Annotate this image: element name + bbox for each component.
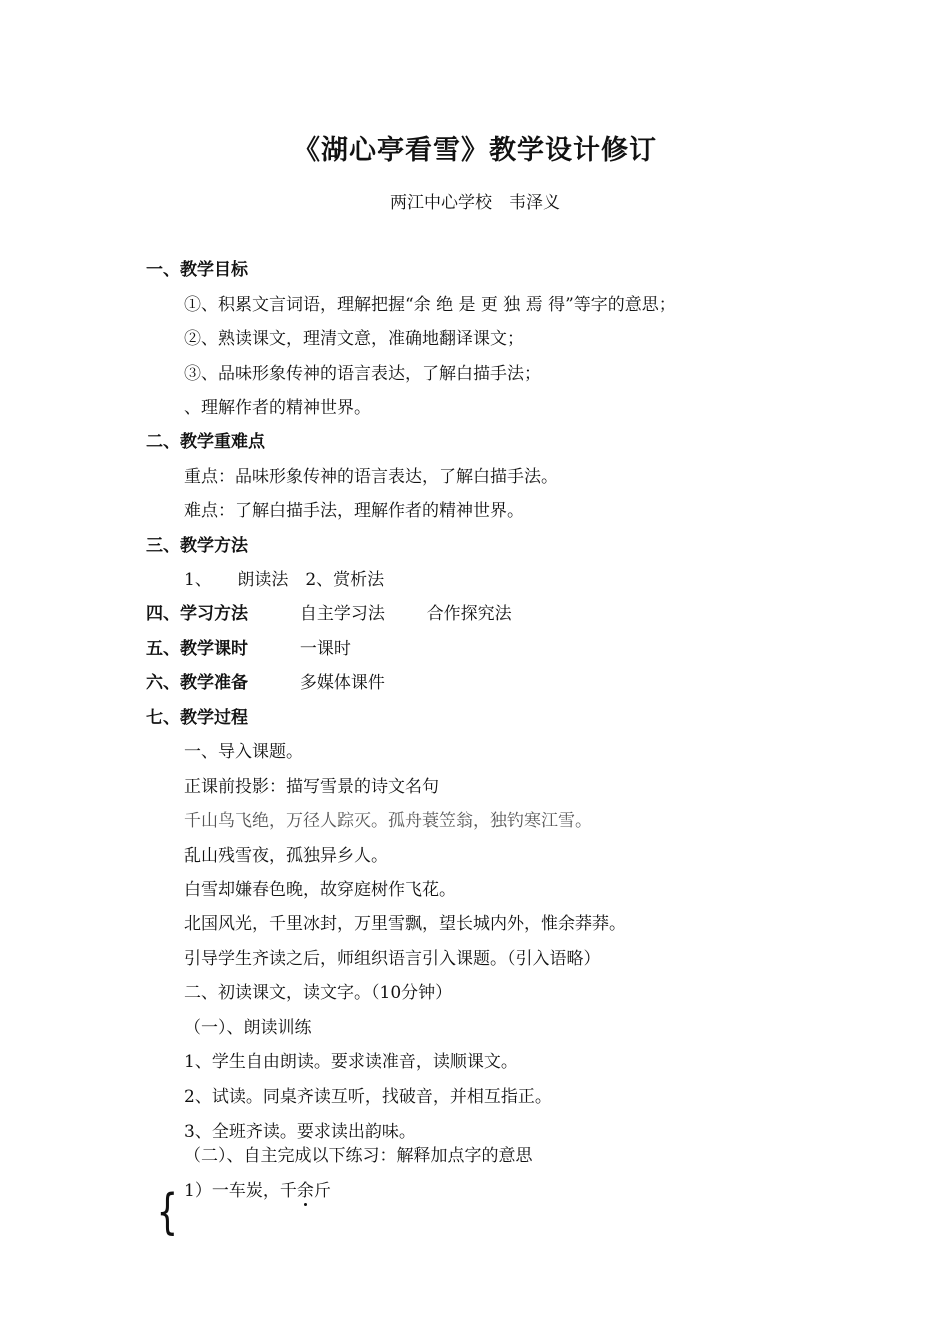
process-item-guide: 引导学生齐读之后，师组织语言引入课题。（引入语略） xyxy=(184,949,601,969)
method-item: 1、 朗读法 2、赏析法 xyxy=(184,570,385,590)
reading-item-1: 1、学生自由朗读。要求读准音，读顺课文。 xyxy=(184,1052,518,1072)
learning-method-b: 合作探究法 xyxy=(426,604,512,624)
preparation-value: 多媒体课件 xyxy=(299,673,385,693)
objective-item-2: ②、熟读课文，理清文意，准确地翻译课文； xyxy=(184,329,524,349)
section-heading-learning-methods xyxy=(146,603,512,625)
exercise-item-1 xyxy=(184,1180,331,1202)
exercise-item-1-suffix: 斤 xyxy=(313,1181,331,1201)
poem-line-2: 乱山残雪夜，孤独异乡人。 xyxy=(184,846,388,866)
objective-item-1: ①、积累文言词语，理解把握“余 绝 是 更 独 焉 得”等字的意思； xyxy=(184,295,676,315)
section-heading-learning-methods-label: 四、学习方法 xyxy=(146,604,248,624)
poem-line-3: 白雪却嫌春色晚，故穿庭树作飞花。 xyxy=(184,880,456,900)
section-heading-key-points: 二、教学重难点 xyxy=(146,432,265,452)
section-heading-preparation-label: 六、教学准备 xyxy=(146,673,248,693)
section-heading-preparation xyxy=(146,672,385,694)
objective-item-4: 、理解作者的精神世界。 xyxy=(184,398,371,418)
process-item-1: 一、导入课题。 xyxy=(184,742,303,762)
exercise-item-1-prefix: 1）一车炭，千 xyxy=(184,1181,297,1201)
process-item-2: 正课前投影：描写雪景的诗文名句 xyxy=(184,777,439,797)
section-heading-methods: 三、教学方法 xyxy=(146,536,248,556)
section-heading-objectives: 一、教学目标 xyxy=(146,260,248,280)
process-step-2: 二、初读课文，读文字。（10分钟） xyxy=(184,983,453,1003)
document-author: 两江中心学校 韦泽义 xyxy=(390,193,560,213)
exercise-item-1-dotted-char: 余 xyxy=(296,1181,314,1201)
section-heading-class-hours-label: 五、教学课时 xyxy=(146,639,248,659)
poem-line-4: 北国风光，千里冰封，万里雪飘，望长城内外，惟余莽莽。 xyxy=(184,914,626,934)
key-point-item: 重点：品味形象传神的语言表达，了解白描手法。 xyxy=(184,467,558,487)
document-title: 《湖心亭看雪》教学设计修订 xyxy=(293,135,657,166)
section-heading-class-hours xyxy=(146,638,351,660)
reading-item-2: 2、试读。同桌齐读互听，找破音，并相互指正。 xyxy=(184,1087,552,1107)
difficulty-item: 难点：了解白描手法，理解作者的精神世界。 xyxy=(184,501,524,521)
poem-line-1: 千山鸟飞绝，万径人踪灭。孤舟蓑笠翁，独钓寒江雪。 xyxy=(184,811,592,831)
exercise-heading: （二）、自主完成以下练习：解释加点字的意思 xyxy=(184,1146,533,1166)
reading-item-3: 3、全班齐读。要求读出韵味。 xyxy=(184,1122,416,1142)
objective-item-3: ③、品味形象传神的语言表达，了解白描手法； xyxy=(184,364,541,384)
reading-training-heading: （一）、朗读训练 xyxy=(184,1018,312,1038)
section-heading-process: 七、教学过程 xyxy=(146,708,248,728)
class-hours-value: 一课时 xyxy=(299,639,351,659)
learning-method-a: 自主学习法 xyxy=(299,604,385,624)
brace-icon: { xyxy=(156,1184,178,1240)
